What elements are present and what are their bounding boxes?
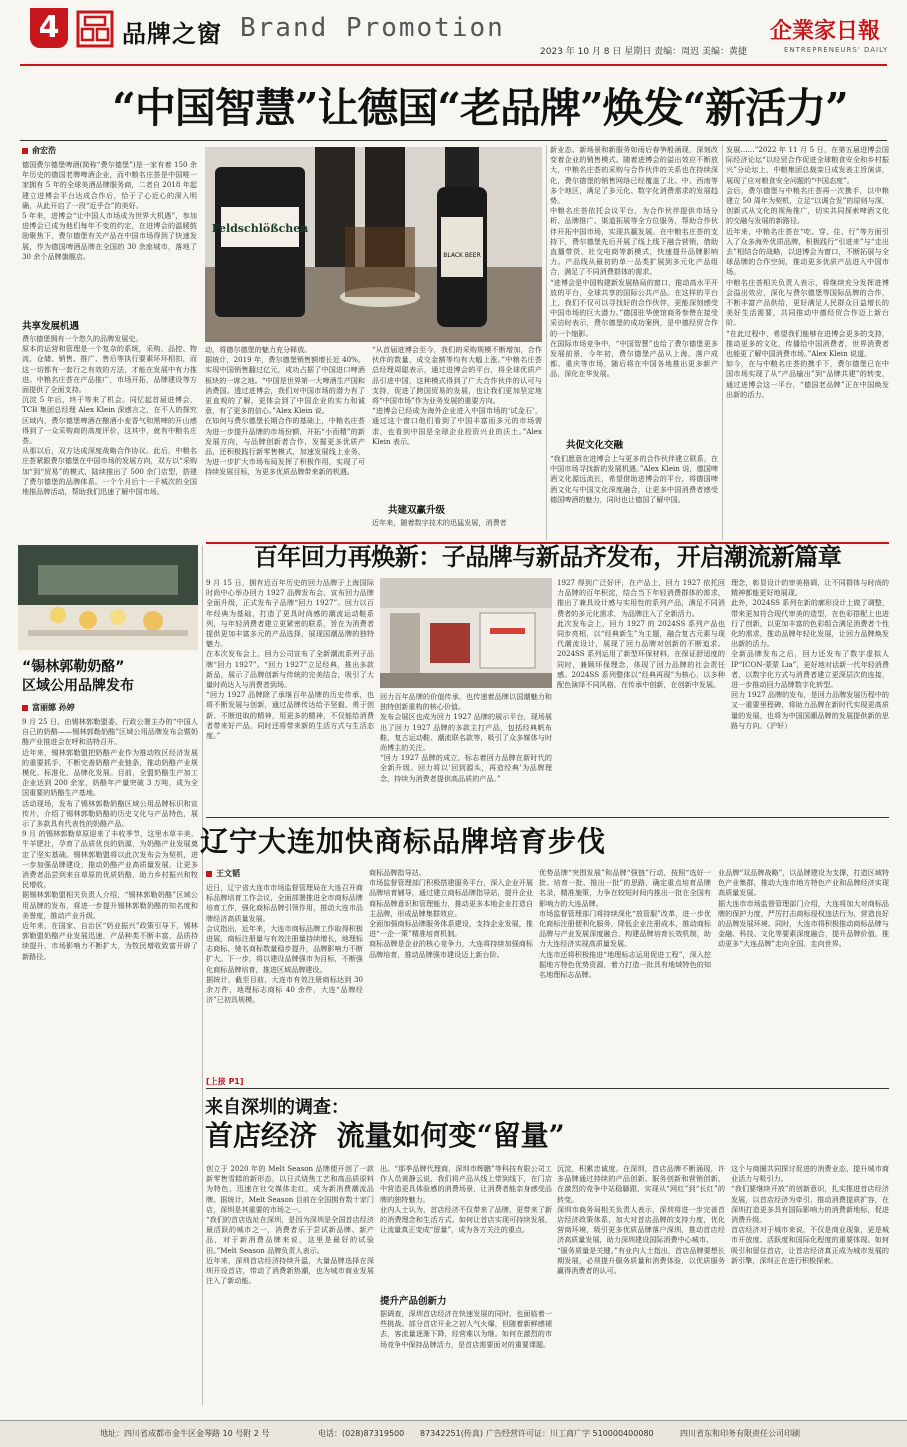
article3-col1: 近日，辽宁省大连市市场监督管理局在大连召开商标品牌培育工作会议，全面部署推进全市商标品牌培育工作，强化商标品牌引领作用，推动大连市品牌经济高质量发展。 会议指出，近年来，大连市商标品牌工作取得积极进展，商标注册量与有效注册量持续增长，地理标志商标、驰名商标数量稳步提升，品牌影响力不断扩大。下一步，将以建设品牌强市为目标，不断强化商标品牌培育，推进区域品牌建设。 据统计，截至目前，大连市有效注册商标达到 30 余万件，地理标志商标 40 余件，大连“品牌经济”已初具规模。: [206, 883, 363, 1005]
article4-col2-end: 据调查，深圳首店经济在快速发展的同时，也面临着一些挑战。部分首店开业之初人气火爆，但随着新鲜感褪去，客流量逐渐下降，经营难以为继。如何在激烈的市场竞争中保持品牌活力，是首店需要面对的重要课题。: [380, 1309, 552, 1349]
rule: [20, 140, 887, 141]
footer-printer: 四川省东和印务有限责任公司印刷: [680, 1429, 800, 1438]
rule: [206, 817, 889, 818]
sidebar-byline: 富丽娜 孙婷: [22, 702, 75, 713]
article1-col3-end: 近年来，随着数字技术的迅猛发展，消费者: [372, 518, 507, 527]
subhead-trade: 共促文化交融: [566, 440, 624, 451]
article1-headline: “中国智慧”让德国“老品牌”焕发“新活力”: [112, 84, 848, 132]
sidebar-headline: “锡林郭勒奶酪” 区域公用品牌发布: [22, 659, 134, 694]
article2-col2: 回力百年品牌的价值传承，也传递着品牌以国潮魅力和独特创新重构的核心价值。 发布会展区也成为回力 1927 品牌的展示平台，现场展出了回力 1927 品牌的多款主打产品，包括经典帆布鞋、复古运动鞋、潮流联名款等，吸引了众多媒体与时尚博主的关注。 “回力 1927 品牌的成立，标志着回力品牌在新时代的全新升级。回力将以‘回到源头，再造经典’为品牌理念，持续为消费者提供高品质的产品。”: [380, 692, 552, 783]
article1-col2-body: 动，将德尔德堡的魅力充分释放。 据统计，2019 年，费尔德堡销售额增长近 40%。实现中国销售翻过亿元，成功占据了中国进口啤酒板块的一席之地。“中国是世界第一大啤酒生产国和消费国。透过进博会，我们对中国市场的潜力有了更直观的了解，更体会到了中国企业的实力和诚意，有了更多的信心。”Alex Klein 说。 在如何与费尔德堡长期合作的基础上，中粮名庄荟为进一步提升品牌的市场份额，开拓“小而精”的新发展方向，与品牌创新者合作，发掘更多优质产品，还积极践行新零售模式，加速发展线上业务，为进一步扩大市场布局发挥了积极作用，实现了可持续发展目标，为更多优质品牌带来新的机遇。: [205, 345, 365, 477]
article2-col4: 理念，彰显设计的审美格调，让不同群体与时尚的精神都能更好地展现。 此外，2024SS 系列在新的廓形设计上做了调整，带来更加符合现代审美的造型，在色彩搭配上也进行了创新，以更加丰富的色彩组合满足消费者个性化的需求，推动品牌年轻化发展，让回力品牌焕发出新的活力。 全新品牌发布之后，回力还发布了数字虚拟人 IP“ICON-蒙蒙 Lia”，更好地对话新一代年轻消费者，以数字化方式与消费者建立更深层次的连接，进一步推动回力品牌数字化转型。 回力 1927 品牌的发布，是回力品牌发展历程中的又一重要里程碑，将助力品牌在新时代实现更高质量的发展，也将为中国国潮品牌的发展提供新的思路与方向。（沪轩）: [731, 578, 889, 730]
section-logo-icon: [76, 10, 114, 48]
article4-col1: 创立于 2020 年的 Melt Season 品牌便开创了一款新零售雪糕的新形态，以日式烧焦工艺和高品质原料为特色，迅速在社交媒体走红，成为新消费潮流品牌。据统计，Melt Season 目前在全国拥有数十家门店，深圳是其重要的市场之一。 “我们的首店选址在深圳，是因为深圳是全国首店经济最活跃的城市之一，消费者乐于尝试新品牌、新产品，对于新消费品牌来说，这里是最好的试验田。”Melt Season 品牌负责人表示。 近年来，深圳首店经济持续升温，大量品牌选择在深圳开设首店，带动了消费新热潮，也为城市商业发展注入了新动能。: [206, 1164, 374, 1286]
rule: [206, 1088, 889, 1089]
section-title-cn: 品牌之窗: [122, 20, 222, 48]
huili-photo: [380, 578, 552, 688]
footer-address: 地址：四川省成都市金牛区金琴路 10 号附 2 号: [100, 1429, 270, 1438]
can-brand-text: Feldschlößchen: [211, 222, 309, 235]
article1-col3-body: “从首届进博会至今，我们的采购规模不断增加，合作伙伴的数量，成交金额等均有大幅上涨。”中粮名庄荟总经理周聪表示，通过进博会的平台，将全球优质产品引进中国，这种模式得到了广大合作伙伴的认可与支持，促进了跨国贸易的发展，也让我们更加坚定地将“中国市场”作为业务发展的重要方向。 “进博会已经成为海外企业进入中国市场的‘试金石’，通过这个窗口他们看到了中国丰富而多元的市场需求，也看到中国是全球企业投资兴业的沃土。”Alex Klein 表示。: [372, 345, 542, 446]
subhead-share: 共享发展机遇: [22, 321, 80, 332]
sidebar-body: 9 月 25 日，由锡林郭勒盟委、行政公署主办的“中国人自己的奶酪——锡林郭勒奶酪”区域公用品牌发布会暨奶酪产业推进会在呼和浩特召开。 近年来，锡林郭勒盟把奶酪产业作为推动牧区经济发展的重要抓手，不断完善奶酪产业链条，推动奶酪产业规模化、标准化、品牌化发展。目前，全盟奶酪生产加工企业达到 200 余家，奶酪年产量突破 3 万吨，成为全国重要的奶酪生产基地。 活动现场，发布了锡林郭勒奶酪区域公用品牌标识和宣传片，介绍了锡林郭勒奶酪的历史文化与产品特色，展示了多款具有代表性的奶酪产品。 9 月 的锡林郭勒草原迎来了丰收季节，这里水草丰美，牛羊肥壮，孕育了品质优良的奶源，为奶酪产业发展奠定了坚实基础。锡林郭勒盟将以此次发布会为契机，进一步加强品牌建设，推动奶酪产业高质量发展，让更多消费者品尝到来自草原的优质奶酪，助力乡村振兴和牧民增收。 据锡林郭勒盟相关负责人介绍，“锡林郭勒奶酪”区域公用品牌的发布，将进一步提升锡林郭勒奶酪的知名度和美誉度，推动产业升级。 近年来，在国家、自治区“奶业振兴”政策引导下，锡林郭勒盟奶酪产业发展迅速，产品种类不断丰富，品质持续提升，市场影响力不断扩大，为牧民增收致富开辟了新路径。: [22, 717, 198, 961]
article3-col3: 优势品牌“突围发展”和品牌“强链”行动，按照“选好一批、培育一批、推出一批”的思路，确定重点培育品牌名录，精准施策，力争在较短时间内推出一批在全国有影响力的大连品牌。 市场监督管理部门将持续深化“放管服”改革，进一步优化商标注册便利化服务，降低企业注册成本，推动商标品牌与产业发展深度融合，构建品牌培育长效机制，助力大连经济实现高质量发展。 大连市还将积极推进“地理标志运用促进工程”，深入挖掘地方特色优势资源，着力打造一批具有地域特色的知名地理标志品牌。: [539, 868, 711, 980]
footer-license: 广告经营许可证：川工商广字 510000400080: [486, 1429, 654, 1438]
col-divider: [722, 145, 723, 540]
beer-photo: [205, 147, 542, 342]
article1-col4-body: 新业态、新场景和新服务如雨后春笋般涌现，深刻改变着企业的销售模式。随着进博会的溢出效应不断放大，中粮名庄荟的采购与合作伙伴的关系也在持续深化，费尔德堡的销售网络已经覆盖了北、中、西南等多个地区，满足了多元化、数字化消费需求的发展趋势。 中粮名庄荟依托会议平台，为合作伙伴提供市场分析、品牌推广、渠道拓展等全方位服务，帮助合作伙伴开拓中国市场，实现共赢发展。在中粮名庄荟的支持下，费尔德堡先后开展了线上线下融合营销，借助直播带货、社交电商等新模式，快速提升品牌影响力。产品线从最初的单一品类扩展到多元化产品组合，满足了不同消费群体的需求。 “进博会是中国构建新发展格局的窗口，推动高水平开放的平台，全球共享的国际公共产品。在这样的平台上，我们不仅可以寻找好的合作伙伴，更能深刻感受中国市场的巨大潜力。”德国驻华使馆商务参赞在接受采访时表示，费尔德堡的成功案例，是中德经贸合作的一个缩影。 在国际市场竞争中，“中国智慧”也给了费尔德堡更多发展前景，今年初，费尔德堡产品从上海，落户成都、重庆等市场，随后将在中国各地推出更多新产品，深化在华发展。: [550, 145, 718, 379]
page-number: 4: [38, 10, 60, 45]
article1-col5-body: 发展……”2022 年 11 月 5 日，在第五届进博会国际经济论坛“以经贸合作促进全球粮食安全和乡村振兴”分论坛上，中粮集团总裁栾日成发表主旨演讲，展现了应对粮食安全问题的“中国态度”。 会后，费尔德堡与中粮名庄荟再一次携手，以中粮建立 50 周年为契机，立足“以调合发”的原则与深，创新式从文化的视角推广，切实共同探索啤酒文化的交融与发展的新路径。 近年来，中粮名庄荟在“吃、穿、住、行”等方面引入了众多海外优质品牌，积极践行“引进来”与“走出去”相结合的战略，以进博会为窗口，不断拓展与全球品牌的合作空间，推动更多优质产品进入中国市场。 中粮名庄荟相关负责人表示，将继续充分发挥进博会溢出效应，深化与费尔德堡等国际品牌的合作，不断丰富产品供给，更好满足人民群众日益增长的美好生活需要，共同推动中德经贸合作迈上新台阶。 “在此过程中，希望我们能够在进博会更多的支持，推动更多的文化，传播给中国消费者，世界消费者也能更了解中国消费市场。”Alex Klein 说道。 如今，在与中粮名庄荟的携手下，费尔德堡已在中国市场实现了从“产品输出”到“品牌共建”的转变，通过进博会这一平台，“德国老品牌”正在中国焕发出新的活力。: [726, 145, 889, 399]
subhead-up: 提升产品创新力: [380, 1296, 447, 1307]
masthead: [0, 0, 907, 78]
article1-byline: 俞宏浩: [22, 145, 56, 156]
bottle-label-text: BLACK BEER: [443, 252, 481, 259]
footer-bar: [0, 1420, 907, 1447]
paper-name-en: ENTREPRENEURS' DAILY: [784, 46, 889, 54]
footer-phone: 电话：(028)87319500: [318, 1429, 405, 1438]
article1-col4-end: “我们愿意在进博会上与更多的合作伙伴建立联系，在中国市场寻找新的发展机遇。”Alex Klein 说，德国啤酒文化源远流长，希望借助进博会的平台，将德国啤酒文化与中国文化深度融合，让更多中国消费者感受德国啤酒的魅力，同时也让德国了解中国。: [550, 454, 718, 504]
article2-col3: 1927 得到广泛好评，在产品上，回力 1927 依托回力品牌的百年积淀，结合当下年轻消费群体的需求，推出了兼具设计感与实用性的系列产品，满足不同消费者的多元化需求，为品牌注入了全新活力。 此次发布会上，回力 1927 的 2024SS 系列产品也同步亮相，以“经典新生”为主题，融合复古元素与现代潮流设计，展现了回力品牌对创新的不断追求。2024SS 系列运用了新型环保材料，在保证舒适度的同时，兼顾环保理念，体现了回力品牌的社会责任感。2024SS 系列整体以“经典再现”为核心，以多种配色演绎不同风格，在传承中创新，在创新中发展。: [557, 578, 725, 690]
article4-col2: 出。“那季品牌代理商，深圳市辉鹏”等科技有限公司工作人员黄静云说，我们将产品从线上带到线下，在门店中营造更具体验感的消费场景，让消费者能亲身感受品牌的独特魅力。 业内人士认为，首店经济不仅带来了品牌，更带来了新的消费理念和生活方式。如何让首店实现可持续发展，让流量真正变成“留量”，成为各方关注的重点。: [380, 1164, 552, 1235]
article1-intro: 德国费尔德堡啤酒(简称“费尔德堡”)是一家有着 150 余年历史的德国老牌啤酒企业，而中粮名庄荟是中国唯一家拥有 5 年的全球美酒品牌服务商，二者自 2018 年起建立进博会平台达成合作后，恰于了心近心的深入明确，从此开启了一段“近乎合”的美好。 5 年来，进博会“让中国人市场成为世界大机遇”，参加进博会已成为他们每年不变的约定，在进博会的温暖鼓励聚焦下，费尔德堡有关产品在中国市场得到了快速发展，作为德国啤酒品牌在全国的 30 余座城市，落地了 30 余个品牌旗舰店。: [22, 160, 197, 261]
section-title-en: Brand Promotion: [240, 13, 505, 43]
article2-headline: 百年回力再焕新：子品牌与新品齐发布，开启潮流新篇章: [253, 542, 842, 571]
subhead-win: 共建双赢升级: [388, 505, 446, 516]
paper-name: 企業家日報: [770, 18, 881, 44]
article4-col4: 这个与商圈共同探讨促进的消费业态，提升城市商业活力与吸引力。 “我们要继续开放”的创新意识，扎实推进首店经济发展，以首店经济为牵引，推动消费提质扩容，在深圳打造更多具有国际影响力的消费新地标，促进消费升级。 首店经济对于城市来说，不仅是商业现象，更是城市开放度、活跃度和国际化程度的重要体现。如何吸引和留住首店，让首店经济真正成为城市发展的新引擎，深圳正在进行积极探索。: [731, 1164, 889, 1265]
date-line: 2023 年 10 月 8 日 星期日 责编：周迟 美编：黄捷: [540, 47, 747, 57]
article3-headline: 辽宁大连加快商标品牌培育步伐: [200, 825, 607, 858]
article3-byline: 王文韬: [206, 868, 240, 879]
article2-col1: 9 月 15 日，拥有近百年历史的回力品牌于上海国际时尚中心举办回力 1927 品牌发布会，宣布回力品牌全面升级，正式发布子品牌“回力 1927”。回力以百年经典为基础，打造了更具时尚感的潮流运动鞋系列，与年轻消费者建立更紧密的联系，旨在为消费者提供更加丰富多元的产品选择，展现国潮品牌的独特魅力。 在本次发布会上，回力公司宣布了全新潮流系列子品牌“回力 1927”。“回力 1927”立足经典，推出多款新品，展示了品牌创新与传统的完美结合，吸引了大量时尚达人与消费者到场。 “回力 1927 品牌除了承继百年品牌的历史传承，也将不断发展与创新，通过品牌传达给予坚毅、勇于创新、不断进取的精神，用更多的精神，不仅能给消费者带来好产品，同时还将带来新的生活方式与生活态度。”: [206, 578, 374, 741]
article3-col2: 商标品牌指导站。 市场监督管理部门积极搭建服务平台，深入企业开展品牌培育辅导，通过建立商标品牌指导站，提升企业商标品牌意识和管理能力，推动更多本地企业打造自主品牌，形成品牌集群效应。 全面加强商标品牌服务体系建设，支持企业发展，推进“一企一策”精准培育机制。 商标品牌是企业的核心竞争力，大连将持续加强商标品牌培育，推动品牌强市建设迈上新台阶。: [369, 868, 533, 959]
page-number-badge: [30, 8, 68, 48]
article1-col1-body: 费尔德堡拥有一个悠久的品牌发展史。 原本的运营和管理是一个复杂的系统，采购、品控、物流、仓储、销售、推广、售后等执行要素环环相扣，而这一切都有一套行之有效的方法，才能在发展中有力推进。中粮名庄荟在产品推广，市场开拓，品牌建设等方面提供了全面支持。 沉淀 5 年后，终于等来了机会。同忆起首届进博会，TCB 集团总经理 Alex Klein 深感言之，在不人的探究区域内，费尔德堡啤酒在酿酒小麦香气和黑啤的开山感得到了一众采购商的高度评价，这其中，就有中粮名庄荟。 从那以后，双方达成深度战略合作协议。此后，中粮名庄荟紧跟费尔德堡在中国市场的发展方向，双方以“采购加“到“贸易”的模式，陆续推出了 500 余门店型，搭建了费尔德堡的品牌体系。一个个月后十一千城次的全国地推品牌活动，帮助我们迅速了解中国市场。: [22, 334, 197, 497]
event-photo: [18, 545, 198, 650]
article4-headline: 首店经济 流量如何变“留量”: [205, 1119, 565, 1152]
article4-kicker: 来自深圳的调查：: [205, 1097, 349, 1118]
article4-col3: 沉淀，积累忠诚度。在深圳，首店品牌不断涌现，许多品牌通过持续的产品创新、服务创新和营销创新，在激烈的竞争中站稳脚跟，实现从“网红”到“长红”的转变。 深圳市商务局相关负责人表示，深圳将进一步完善首店经济政策体系，加大对首店品牌的支持力度，优化营商环境，吸引更多优质品牌落户深圳，推动首店经济高质量发展，助力深圳建设国际消费中心城市。 “服务质量是关键。”有业内人士指出，首店品牌要想长期发展，必须提升服务质量和消费体验，以优质服务赢得消费者的认可。: [557, 1164, 725, 1276]
col-divider: [546, 145, 547, 540]
page-ref-tag[interactable]: [上接 P1]: [206, 1077, 244, 1086]
sidebar-divider: [202, 545, 203, 1405]
article3-col4: 业品牌“双品牌战略”，以品牌建设为支撑，打造区域特色产业集群，推动大连市地方特色产业和品牌经济实现高质量发展。 据大连市市场监督管理部门介绍，大连将加大对商标品牌的保护力度，严厉打击商标侵权违法行为，营造良好的品牌发展环境。同时，大连市将积极推动商标品牌与金融、科技、文化等要素深度融合，提升品牌价值，推动更多“大连品牌”走向全国、走向世界。: [718, 868, 889, 949]
masthead-rule: [20, 64, 887, 66]
footer-fax: 87342251(传真): [420, 1429, 483, 1438]
